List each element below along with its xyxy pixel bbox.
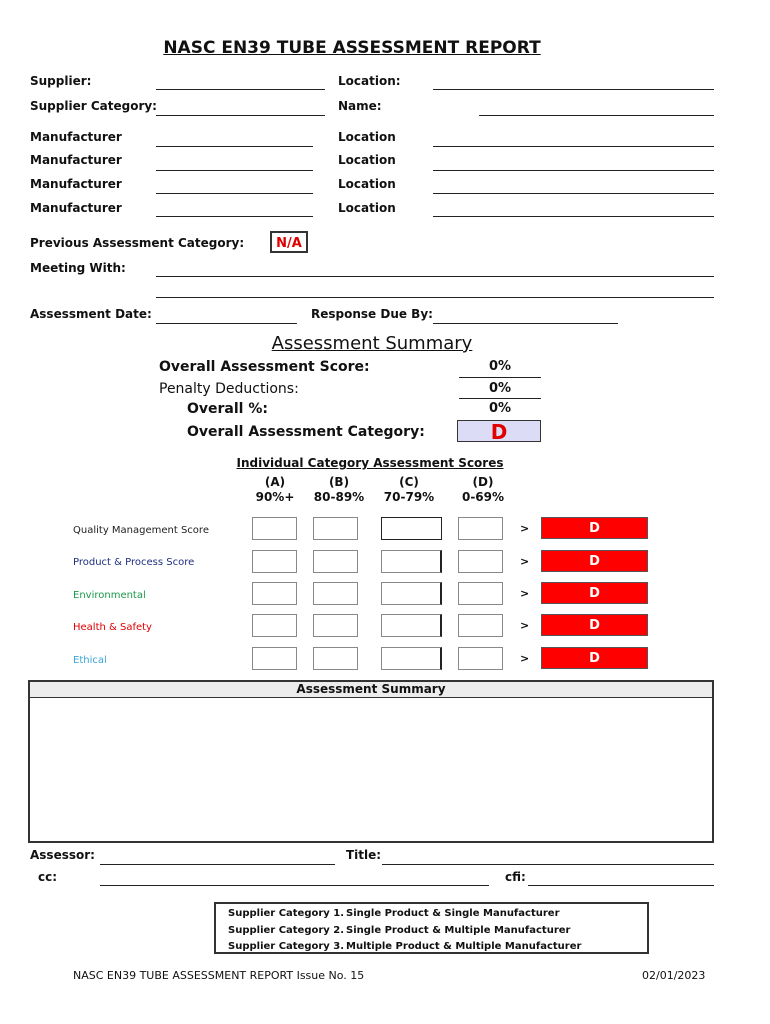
legend-row [228,923,635,940]
score-cell-d[interactable] [458,614,503,637]
column-header-c [379,475,439,505]
manufacturer-field[interactable] [156,170,313,171]
summary-box-heading: Assessment Summary [28,680,714,698]
overall-score-label: Overall Assessment Score: [159,359,370,375]
supplier-category-label: Supplier Category: [30,99,157,113]
arrow-icon: > [520,652,530,665]
overall-score-value: 0% [488,359,512,374]
penalty-value: 0% [488,381,512,396]
location-field[interactable] [433,89,714,90]
manufacturer-location-label: Location [338,153,396,167]
score-cell-a[interactable] [252,550,297,573]
column-range: 0-69% [461,490,505,504]
score-cell-c[interactable] [381,517,442,540]
penalty-label: Penalty Deductions: [159,381,299,397]
legend-category: Supplier Category 3. [228,941,345,952]
meeting-with-field-2[interactable] [156,297,714,298]
assessor-field[interactable] [100,864,335,865]
supplier-category-legend [214,902,649,954]
score-cell-d[interactable] [458,517,503,540]
cc-label: cc: [38,870,58,884]
legend-description: Multiple Product & Multiple Manufacturer [346,941,582,952]
assessor-label: Assessor: [30,848,95,862]
previous-category-label: Previous Assessment Category: [30,236,245,250]
manufacturer-label: Manufacturer [30,177,122,191]
score-cell-d[interactable] [458,582,503,605]
category-label: Overall Assessment Category: [187,424,425,440]
overall-pct-value: 0% [488,401,512,416]
name-field[interactable] [479,115,714,116]
score-cell-d[interactable] [458,647,503,670]
legend-description: Single Product & Single Manufacturer [346,908,560,919]
cc-field[interactable] [100,885,489,886]
divider [459,377,541,378]
manufacturer-location-label: Location [338,177,396,191]
footer-date: 02/01/2023 [642,969,706,982]
column-letter: (B) [328,475,350,489]
location-label: Location: [338,74,401,88]
grade-badge-product: D [541,550,648,572]
score-cell-a[interactable] [252,582,297,605]
assessment-date-label: Assessment Date: [30,307,152,321]
column-letter: (C) [399,475,419,489]
row-label-environmental: Environmental [73,590,146,601]
column-header-d [453,475,513,505]
arrow-icon: > [520,522,530,535]
score-cell-c[interactable] [381,647,442,670]
arrow-icon: > [520,555,530,568]
response-due-field[interactable] [433,323,618,324]
scores-heading: Individual Category Assessment Scores [236,456,504,470]
divider [459,398,541,399]
report-title: NASC EN39 TUBE ASSESSMENT REPORT [163,38,541,58]
manufacturer-field[interactable] [156,193,313,194]
manufacturer-label: Manufacturer [30,130,122,144]
overall-pct-label: Overall %: [187,401,268,417]
manufacturer-location-field[interactable] [433,216,714,217]
manufacturer-field[interactable] [156,146,313,147]
score-cell-a[interactable] [252,647,297,670]
grade-badge-quality: D [541,517,648,539]
manufacturer-location-field[interactable] [433,170,714,171]
column-header-b [309,475,369,505]
summary-heading: Assessment Summary [271,333,473,354]
manufacturer-label: Manufacturer [30,201,122,215]
column-range: 80-89% [313,490,365,504]
grade-badge-environmental: D [541,582,648,604]
footer-doc-id: NASC EN39 TUBE ASSESSMENT REPORT Issue No. 15 [73,969,365,982]
score-cell-b[interactable] [313,647,358,670]
score-cell-b[interactable] [313,582,358,605]
column-letter: (A) [264,475,286,489]
manufacturer-location-field[interactable] [433,146,714,147]
column-range: 90%+ [255,490,295,504]
meeting-with-label: Meeting With: [30,261,126,275]
row-label-quality: Quality Management Score [73,525,209,536]
supplier-field[interactable] [156,89,325,90]
cfi-label: cfi: [505,870,526,884]
name-label: Name: [338,99,382,113]
arrow-icon: > [520,587,530,600]
score-cell-c[interactable] [381,582,442,605]
score-cell-c[interactable] [381,550,442,573]
manufacturer-location-label: Location [338,201,396,215]
score-cell-d[interactable] [458,550,503,573]
manufacturer-field[interactable] [156,216,313,217]
legend-category: Supplier Category 2. [228,924,345,936]
arrow-icon: > [520,619,530,632]
score-cell-a[interactable] [252,614,297,637]
title-label: Title: [346,848,382,862]
column-letter: (D) [472,475,494,489]
summary-textarea[interactable] [28,698,714,843]
score-cell-b[interactable] [313,550,358,573]
row-label-ethical: Ethical [73,655,107,666]
assessment-date-field[interactable] [156,323,297,324]
legend-description: Single Product & Multiple Manufacturer [346,924,571,936]
supplier-category-field[interactable] [156,115,325,116]
response-due-label: Response Due By: [311,307,433,321]
column-range: 70-79% [383,490,435,504]
legend-category: Supplier Category 1. [228,908,345,919]
row-label-product: Product & Process Score [73,557,195,568]
score-cell-b[interactable] [313,517,358,540]
score-cell-c[interactable] [381,614,442,637]
column-header-a [245,475,305,505]
legend-row [228,939,635,956]
manufacturer-label: Manufacturer [30,153,122,167]
meeting-with-field[interactable] [156,276,714,277]
score-cell-a[interactable] [252,517,297,540]
supplier-label: Supplier: [30,74,92,88]
title-field[interactable] [382,864,714,865]
grade-badge-health-safety: D [541,614,648,636]
manufacturer-location-field[interactable] [433,193,714,194]
row-label-health-safety: Health & Safety [73,622,152,633]
score-cell-b[interactable] [313,614,358,637]
legend-row [228,906,635,923]
previous-category-badge: N/A [270,231,308,253]
cfi-field[interactable] [528,885,714,886]
overall-category-badge: D [457,420,541,442]
manufacturer-location-label: Location [338,130,396,144]
grade-badge-ethical: D [541,647,648,669]
